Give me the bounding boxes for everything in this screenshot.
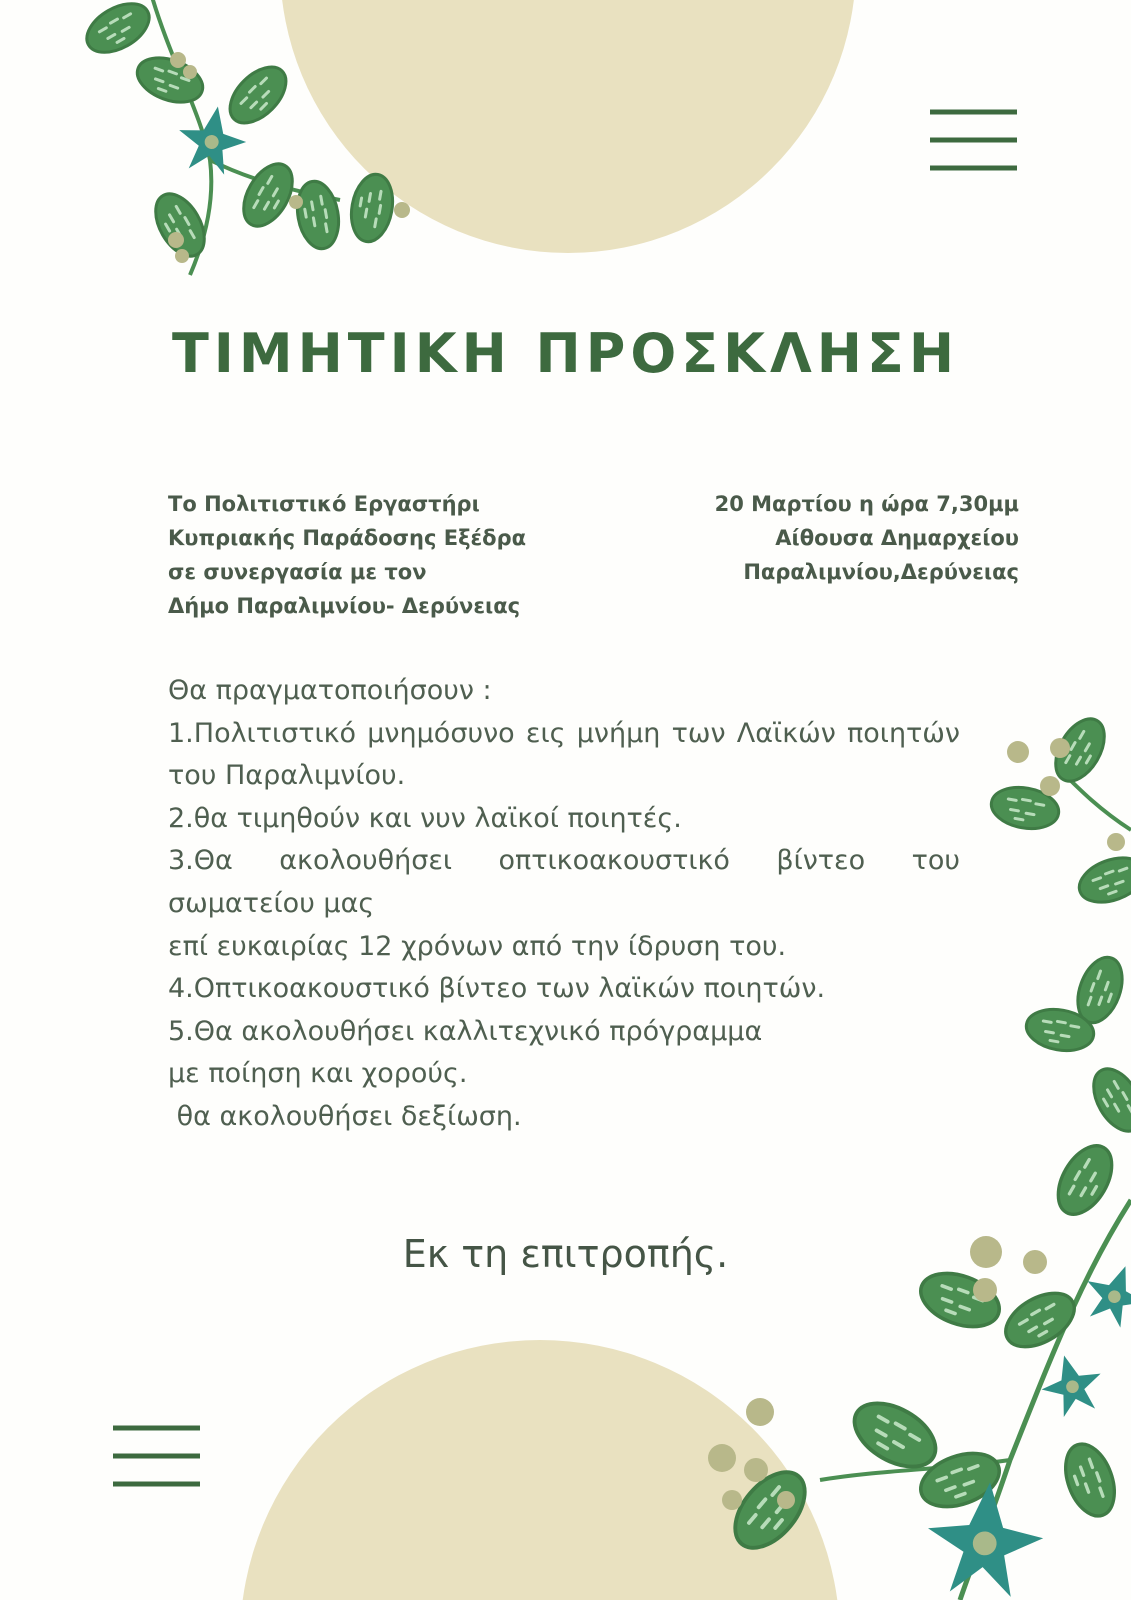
program-item-4: 4.Οπτικοακουστικό βίντεο των λαϊκών ποιητών. bbox=[168, 973, 826, 1005]
invitation-title: ΤΙΜΗΤΙΚΗ ΠΡΟΣΚΛΗΣΗ bbox=[171, 322, 960, 385]
organizer-line: Το Πολιτιστικό Εργαστήρι bbox=[168, 492, 480, 516]
program-item-5: 5.Θα ακολουθήσει καλλιτεχνικό πρόγραμμα bbox=[168, 1015, 763, 1047]
program-item-2: 2.θα τιμηθούν και νυν λαϊκοί ποιητές. bbox=[168, 802, 682, 834]
bottom-right-foliage bbox=[708, 1137, 1131, 1600]
program-closing: θα ακολουθήσει δεξίωση. bbox=[168, 1100, 522, 1132]
top-right-lines-icon bbox=[930, 112, 1017, 168]
event-details-block bbox=[659, 487, 1019, 589]
event-date-time: 20 Μαρτίου η ώρα 7,30μμ bbox=[714, 492, 1019, 516]
bottom-left-lines-icon bbox=[113, 1428, 200, 1484]
program-item-5-continued: με ποίηση και χορούς. bbox=[168, 1058, 468, 1090]
event-venue: Αίθουσα Δημαρχείου bbox=[775, 526, 1019, 550]
program-item-3-continued: επί ευκαιρίας 12 χρόνων από την ίδρυση του. bbox=[168, 930, 787, 962]
program-item-3: 3.Θα ακολουθήσει οπτικοακουστικό βίντεο του σωματείου μας bbox=[168, 845, 960, 919]
program-list bbox=[168, 670, 960, 1139]
organizer-line: σε συνεργασία με τον bbox=[168, 560, 427, 584]
program-item-1: 1.Πολιτιστικό μνημόσυνο εις μνήμη των Λαϊκών ποιητών του Παραλιμνίου. bbox=[168, 717, 960, 792]
right-foliage bbox=[988, 711, 1131, 1140]
organizer-line: Κυπριακής Παράδοσης Εξέδρα bbox=[168, 526, 527, 550]
organizer-block bbox=[168, 487, 608, 623]
event-location: Παραλιμνίου,Δερύνειας bbox=[743, 560, 1019, 584]
organizer-line: Δήμο Παραλιμνίου- Δερύνειας bbox=[168, 594, 521, 618]
committee-signoff: Εκ τη επιτροπής. bbox=[402, 1232, 729, 1276]
program-intro: Θα πραγματοποιήσουν : bbox=[168, 675, 492, 706]
